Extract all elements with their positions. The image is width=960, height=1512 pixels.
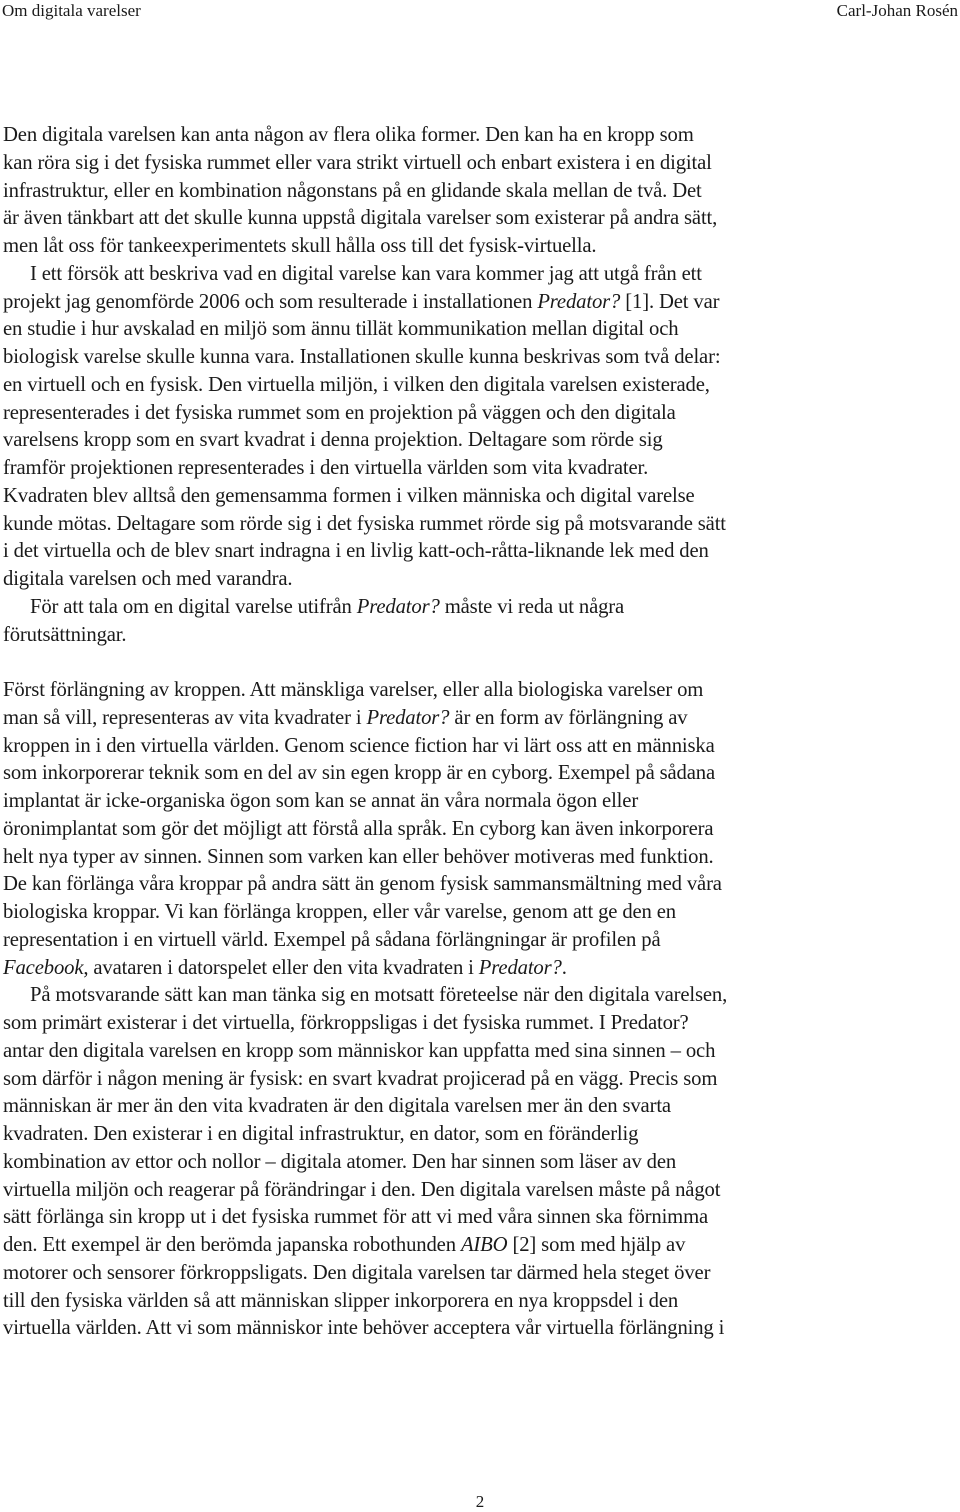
text-line: [3, 927, 960, 955]
text-segment: representation i en virtuell värld. Exempel på sådana förlängningar är profilen på: [3, 928, 661, 951]
text-line: [3, 178, 960, 206]
text-line: [3, 1204, 960, 1232]
text-segment: öronimplantat som gör det möjligt att förstå alla språk. En cyborg kan även inkorporera: [3, 817, 714, 840]
text-line: [3, 122, 960, 150]
text-line: [3, 427, 960, 455]
text-segment: [2] som med hjälp av: [507, 1234, 686, 1256]
text-line: [3, 538, 960, 566]
text-line: [3, 261, 960, 289]
text-segment: implantat är icke-organiska ögon som kan se annat än våra normala ögon eller: [3, 790, 639, 812]
text-line: [3, 899, 960, 927]
text-segment: som primärt existerar i det virtuella, förkroppsligas i det fysiska rummet. I Predator?: [3, 1012, 689, 1034]
text-line: [3, 1010, 960, 1038]
paragraph-gap: [3, 649, 960, 677]
text-line: [3, 982, 960, 1010]
text-line: [3, 844, 960, 872]
italic-title: Predator?: [537, 290, 621, 313]
text-segment: till den fysiska världen så att människan slipper inkorporera en nya kroppsdel i den: [3, 1289, 679, 1312]
text-segment: .: [561, 956, 567, 979]
page-number: 2: [475, 1492, 485, 1511]
italic-title: Facebook: [3, 956, 84, 979]
text-line: [3, 1260, 960, 1288]
text-segment: sätt förlänga sin kropp ut i det fysiska rummet för att vi med våra sinnen ska förnimma: [3, 1206, 709, 1229]
text-line: [3, 1177, 960, 1205]
text-segment: , avataren i datorspelet eller den vita kvadraten i: [83, 956, 479, 979]
text-line: [3, 372, 960, 400]
text-segment: [1]. Det var: [620, 290, 720, 313]
text-line: [3, 705, 960, 733]
italic-title: Predator?: [356, 595, 440, 618]
text-line: [3, 1121, 960, 1149]
text-segment: framför projektionen representerades i den virtuella världen som vita kvadrater.: [3, 457, 649, 479]
text-segment: kroppen in i den virtuella världen. Genom science fiction har vi lärt oss att en människa: [3, 734, 715, 757]
text-segment: måste vi reda ut några: [439, 595, 625, 618]
text-segment: är även tänkbart att det skulle kunna uppstå digitala varelser som existerar på andra sätt,: [3, 207, 718, 230]
text-segment: man så vill, representeras av vita kvadrater i: [3, 706, 367, 729]
text-segment: representerades i det fysiska rummet som en projektion på väggen och den digitala: [3, 401, 676, 424]
text-line: [3, 955, 960, 983]
author-name: Carl-Johan Rosén: [836, 1, 958, 20]
text-segment: Den digitala varelsen kan anta någon av flera olika former. Den kan ha en kropp som: [3, 124, 694, 146]
text-line: [3, 816, 960, 844]
text-line: [3, 1315, 960, 1343]
paragraph: [3, 677, 960, 982]
text-segment: men låt oss för tankeexperimentets skull hålla oss till det fysisk-virtuella.: [3, 235, 597, 257]
text-line: [3, 289, 960, 317]
italic-title: Predator?: [478, 956, 562, 979]
text-segment: Kvadraten blev alltså den gemensamma formen i vilken människa och digital varelse: [3, 484, 695, 507]
text-segment: är en form av förlängning av: [449, 706, 688, 729]
text-line: [3, 566, 960, 594]
text-segment: kvadraten. Den existerar i en digital infrastruktur, en dator, som en föränderlig: [3, 1123, 639, 1145]
text-segment: kunde mötas. Deltagare som rörde sig i det fysiska rummet rörde sig på motsvarande sätt: [3, 512, 726, 535]
text-line: [3, 1093, 960, 1121]
text-segment: De kan förlänga våra kroppar på andra sätt än genom fysisk sammansmältning med våra: [3, 873, 722, 896]
text-segment: biologisk varelse skulle kunna vara. Installationen skulle kunna beskrivas som två delar:: [3, 346, 721, 368]
text-line: [3, 344, 960, 372]
text-line: [3, 1149, 960, 1177]
text-line: [3, 1288, 960, 1316]
text-line: [3, 622, 960, 650]
text-line: [3, 205, 960, 233]
text-line: [3, 1066, 960, 1094]
text-segment: en virtuell och en fysisk. Den virtuella miljön, i vilken den digitala varelsen existerade,: [3, 373, 710, 396]
text-segment: den. Ett exempel är den berömda japanska robothunden: [3, 1234, 461, 1256]
text-segment: som därför i någon mening är fysisk: en svart kvadrat projicerad på en vägg. Precis som: [3, 1067, 718, 1090]
text-segment: förutsättningar.: [3, 623, 127, 646]
text-segment: en studie i hur avskalad en miljö som ännu tillät kommunikation mellan digital och: [3, 318, 679, 341]
text-line: [3, 871, 960, 899]
text-segment: kombination av ettor och nollor – digitala atomer. Den har sinnen som läser av den: [3, 1150, 677, 1173]
text-line: [3, 150, 960, 178]
text-segment: kan röra sig i det fysiska rummet eller vara strikt virtuell och enbart existera i en digital: [3, 151, 712, 174]
text-segment: virtuella världen. Att vi som människor inte behöver acceptera vår virtuella förlängning i: [3, 1317, 725, 1340]
text-segment: projekt jag genomförde 2006 och som resulterade i installationen: [3, 290, 538, 313]
text-line: [3, 733, 960, 761]
paragraph: [3, 982, 960, 1343]
body-text: [3, 122, 960, 1343]
text-line: [3, 788, 960, 816]
paragraph: [3, 122, 960, 261]
text-line: [3, 677, 960, 705]
text-line: [3, 1038, 960, 1066]
italic-title: Predator?: [366, 706, 450, 729]
text-segment: Först förlängning av kroppen. Att mänskliga varelser, eller alla biologiska varelser om: [3, 679, 704, 701]
text-line: [3, 316, 960, 344]
text-segment: helt nya typer av sinnen. Sinnen som varken kan eller behöver motiveras med funktion.: [3, 845, 714, 868]
text-segment: biologiska kroppar. Vi kan förlänga kroppen, eller vår varelse, genom att ge den en: [3, 901, 676, 923]
text-line: [3, 1232, 960, 1260]
text-segment: antar den digitala varelsen en kropp som människor kan uppfatta med sina sinnen – och: [3, 1039, 716, 1062]
document-title: Om digitala varelser: [2, 1, 141, 20]
running-header: [0, 0, 960, 22]
text-line: [3, 455, 960, 483]
text-line: [3, 233, 960, 261]
text-segment: människan är mer än den vita kvadraten är den digitala varelsen mer än den svarta: [3, 1095, 671, 1118]
italic-title: AIBO: [460, 1234, 508, 1256]
text-segment: varelsens kropp som en svart kvadrat i denna projektion. Deltagare som rörde sig: [3, 429, 663, 452]
text-segment: i det virtuella och de blev snart indragna i en livlig katt-och-råtta-liknande lek med den: [3, 540, 709, 563]
text-segment: För att tala om en digital varelse utifrån: [30, 595, 357, 618]
text-line: [3, 594, 960, 622]
paragraph: [3, 594, 960, 650]
text-segment: infrastruktur, eller en kombination någonstans på en glidande skala mellan de två. Det: [3, 179, 702, 202]
text-segment: virtuella miljön och reagerar på förändringar i den. Den digitala varelsen måste på något: [3, 1178, 721, 1201]
text-segment: På motsvarande sätt kan man tänka sig en motsatt företeelse när den digitala varelsen,: [30, 984, 728, 1007]
text-line: [3, 511, 960, 539]
text-segment: som inkorporerar teknik som en del av sin egen kropp är en cyborg. Exempel på sådana: [3, 762, 716, 785]
text-segment: digitala varelsen och med varandra.: [3, 568, 293, 590]
text-line: [3, 760, 960, 788]
text-segment: motorer och sensorer förkroppsligats. Den digitala varelsen tar därmed hela steget över: [3, 1261, 711, 1284]
text-segment: I ett försök att beskriva vad en digital varelse kan vara kommer jag att utgå från ett: [30, 262, 702, 285]
text-line: [3, 483, 960, 511]
paragraph: [3, 261, 960, 594]
text-line: [3, 400, 960, 428]
